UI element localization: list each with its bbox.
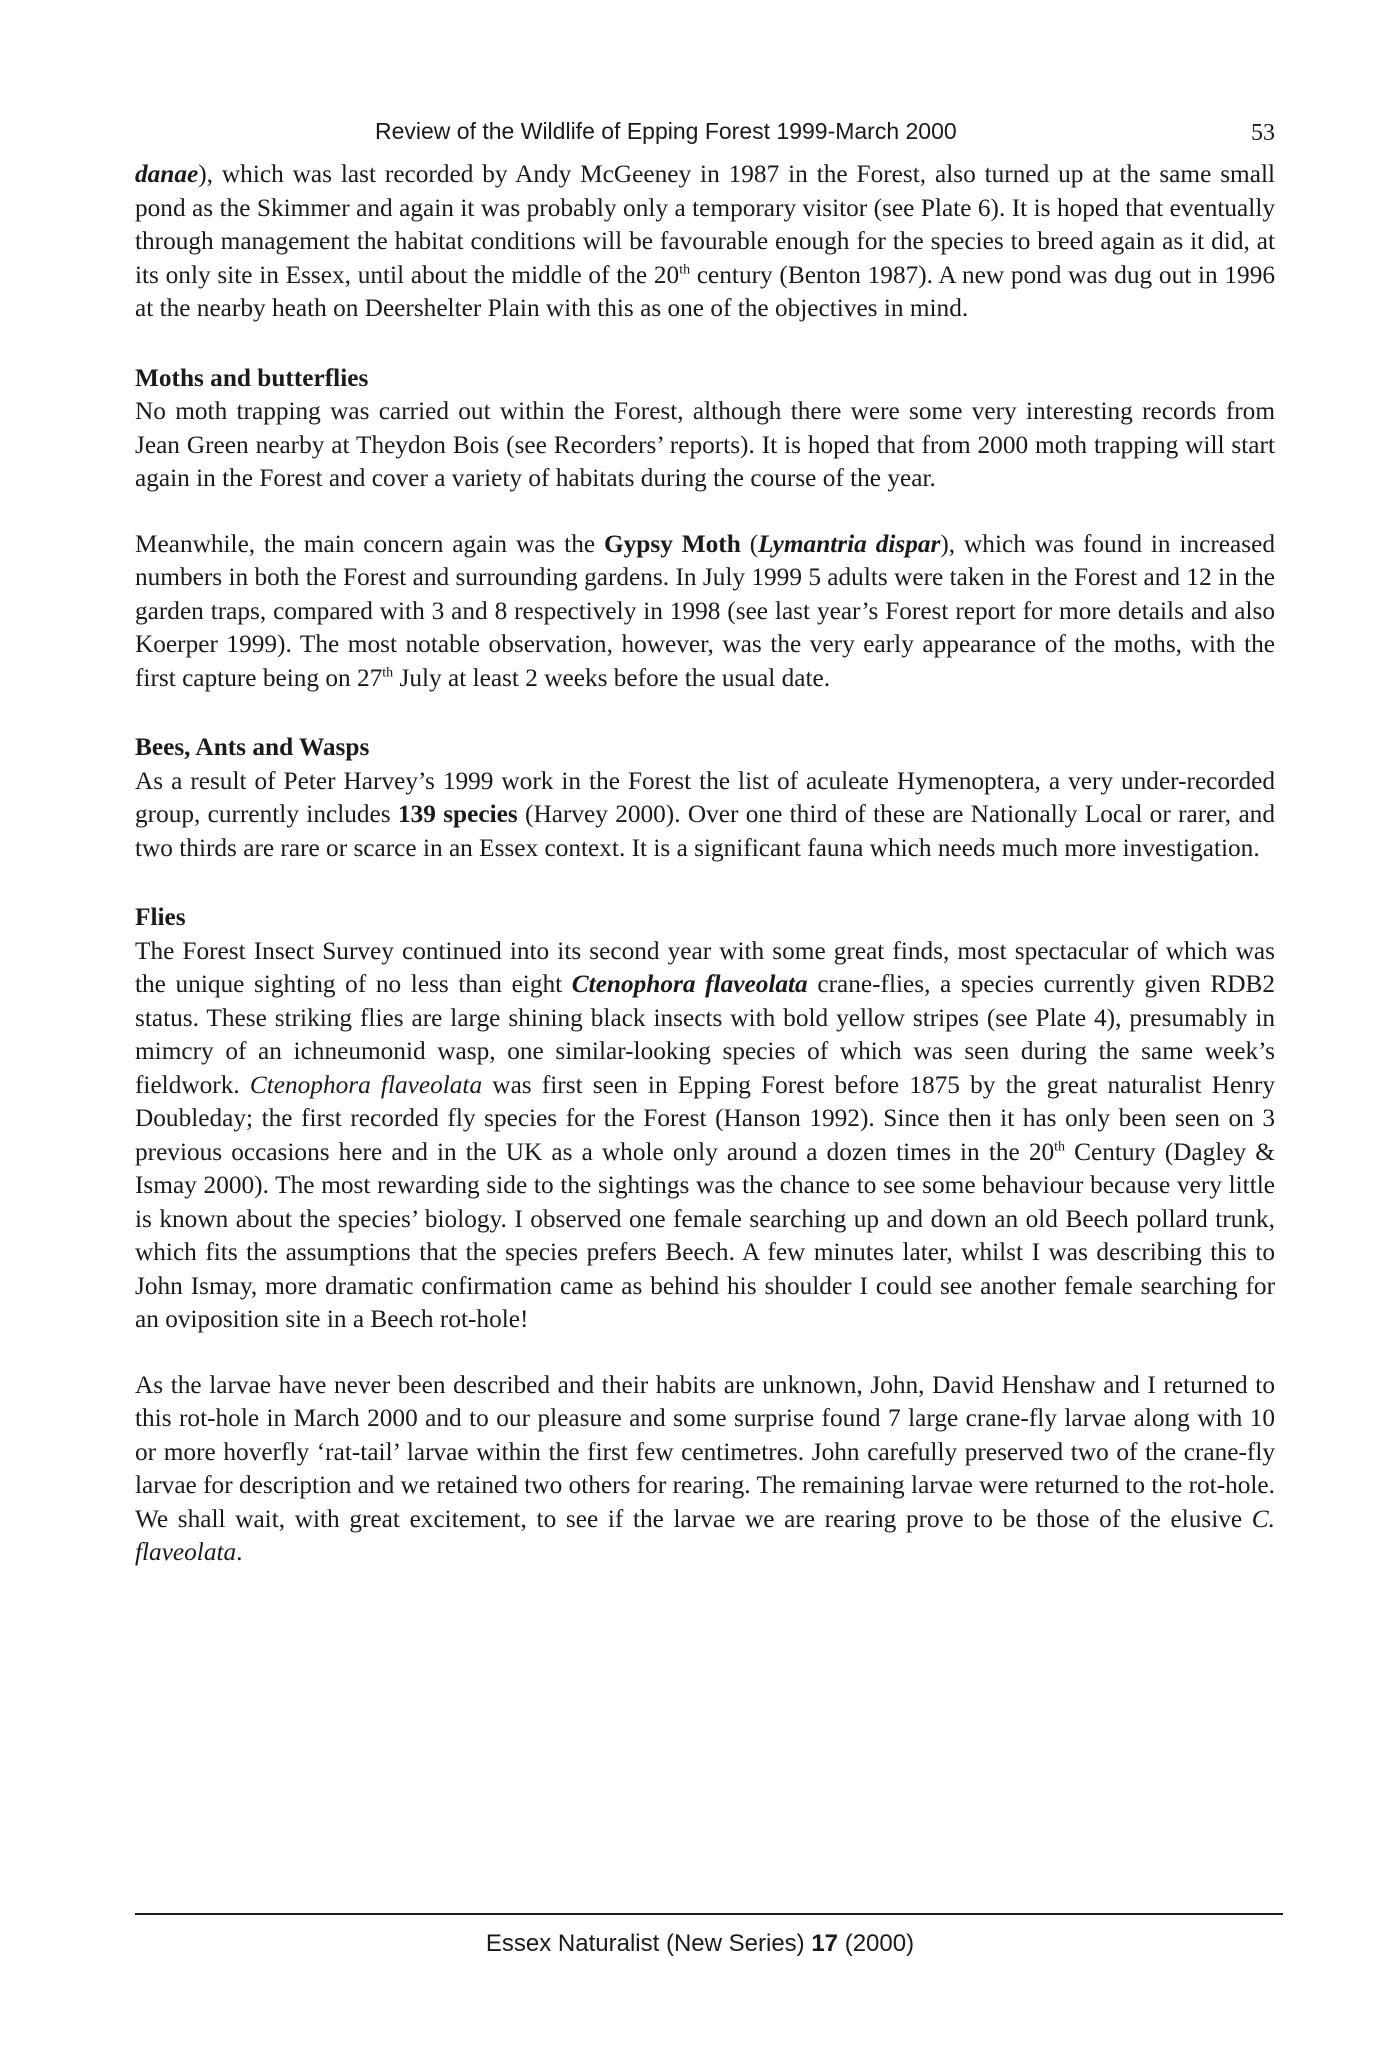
section-heading-moths: Moths and butterflies xyxy=(135,363,369,392)
text-run: ), which was found in increased numbers in both the Forest and surrounding gardens. In July 1999 5 adults were taken in the Forest and 12 in the garden traps, compared with 3 and 8 respectively in 1998 (see last year’s Forest report for more details and also Koerper 1999). The most notable observation, however, was the very early appearance of the moths, with the first capture being on 27 xyxy=(135,529,1275,692)
text-run: century (Benton 1987). A new pond was dug out in 1996 at the nearby heath on Deershelter Plain with this as one of the objectives in mind. xyxy=(135,260,1276,322)
paragraph-moths-1: No moth trapping was carried out within the Forest, although there were some very interesting records from Jean Green nearby at Theydon Bois (see Recorders’ reports). It is hoped that from 2000 moth trapping will start again in the Forest and cover a variety of habitats during the course of the year. xyxy=(135,397,1275,492)
species-name: Lymantria dispar xyxy=(758,529,941,558)
bold-term: 139 species xyxy=(397,800,518,828)
text-run: ), which was last recorded by Andy McGeeney in 1987 in the Forest, also turned up at the same small pond as the Skimmer and again it was probably only a temporary visitor (see Plate 6). It is hoped that eventually through management the habitat conditions will be favourable enough for the species to breed again as it did, at its only site in Essex, until about the middle of the 20 xyxy=(135,160,1275,289)
paragraph-dragonfly xyxy=(135,158,1275,326)
running-header xyxy=(135,118,1275,148)
species-name: Ctenophora flaveolata xyxy=(249,1070,483,1099)
paragraph-bees xyxy=(135,765,1275,866)
paragraph-flies-1 xyxy=(135,935,1275,1337)
volume-number: 17 xyxy=(811,1930,839,1957)
text-run: (Harvey 2000). Over one third of these are Nationally Local or rarer, and two thirds are rare or scarce in an Essex context. It is a significant fauna which needs much more investigation. xyxy=(135,800,1275,862)
text-run: crane-flies, a species currently given RDB2 status. These striking flies are large shining black insects with bold yellow stripes (see Plate 4), presumably in mimcry of an ichneumonid wasp, one similar-looking species of which was seen during the same week’s fieldwork. xyxy=(135,970,1276,1099)
text-run: As a result of Peter Harvey’s 1999 work in the Forest the list of aculeate Hymenoptera, a very under-recorded group, currently includes xyxy=(135,766,1275,828)
superscript: th xyxy=(679,262,691,278)
text-run: The Forest Insect Survey continued into its second year with some great finds, most spectacular of which was the unique sighting of no less than eight xyxy=(135,936,1275,998)
journal-name: Essex Naturalist (New Series) xyxy=(485,1930,812,1957)
header-title: Review of the Wildlife of Epping Forest 1999-March 2000 xyxy=(375,118,957,144)
text-run: Century (Dagley & Ismay 2000). The most rewarding side to the sightings was the chance to see some behaviour because very little is known about the species’ biology. I observed one female searching up and down an old Beech pollard trunk, which fits the assumptions that the species prefers Beech. A few minutes later, whilst I was describing this to John Ismay, more dramatic confirmation came as behind his shoulder I could see another female searching for an oviposition site in a Beech rot-hole! xyxy=(135,1137,1275,1333)
paragraph-moths-2 xyxy=(135,528,1275,696)
paragraph-flies-2 xyxy=(135,1369,1275,1570)
journal-year: (2000) xyxy=(838,1930,915,1957)
species-name: danae xyxy=(135,160,199,188)
section-heading-flies: Flies xyxy=(135,903,186,931)
bold-term: Gypsy Moth xyxy=(603,529,741,558)
footer-rule xyxy=(135,1913,1283,1915)
text-run: was first seen in Epping Forest before 1875 by the great naturalist Henry Doubleday; the first recorded fly species for the Forest (Hanson 1992). Since then it has only been seen on 3 previous occasions here and in the UK as a whole only around a dozen times in the 20 xyxy=(135,1070,1275,1166)
text-run: ( xyxy=(740,529,759,558)
page-number: 53 xyxy=(1251,120,1275,146)
superscript: th xyxy=(382,665,394,681)
superscript: th xyxy=(1054,1139,1066,1155)
text-run: . xyxy=(236,1538,243,1566)
footer xyxy=(0,1930,1400,1958)
text-run: July at least 2 weeks before the usual date. xyxy=(393,663,831,692)
body-text xyxy=(135,158,1275,1570)
text-run: As the larvae have never been described and their habits are unknown, John, David Henshaw and I returned to this rot-hole in March 2000 and to our pleasure and some surprise found 7 large crane-fly larvae along with 10 or more hoverfly ‘rat-tail’ larvae within the first few centimetres. John carefully preserved two of the crane-fly larvae for description and we retained two others for rearing. The remaining larvae were returned to the rot-hole. We shall wait, with great excitement, to see if the larvae we are rearing prove to be those of the elusive xyxy=(135,1370,1275,1533)
text-run: Meanwhile, the main concern again was the xyxy=(135,529,604,558)
species-name: C. flaveolata xyxy=(135,1504,1275,1566)
section-heading-bees: Bees, Ants and Wasps xyxy=(135,733,370,761)
species-name: Ctenophora flaveolata xyxy=(571,970,808,998)
